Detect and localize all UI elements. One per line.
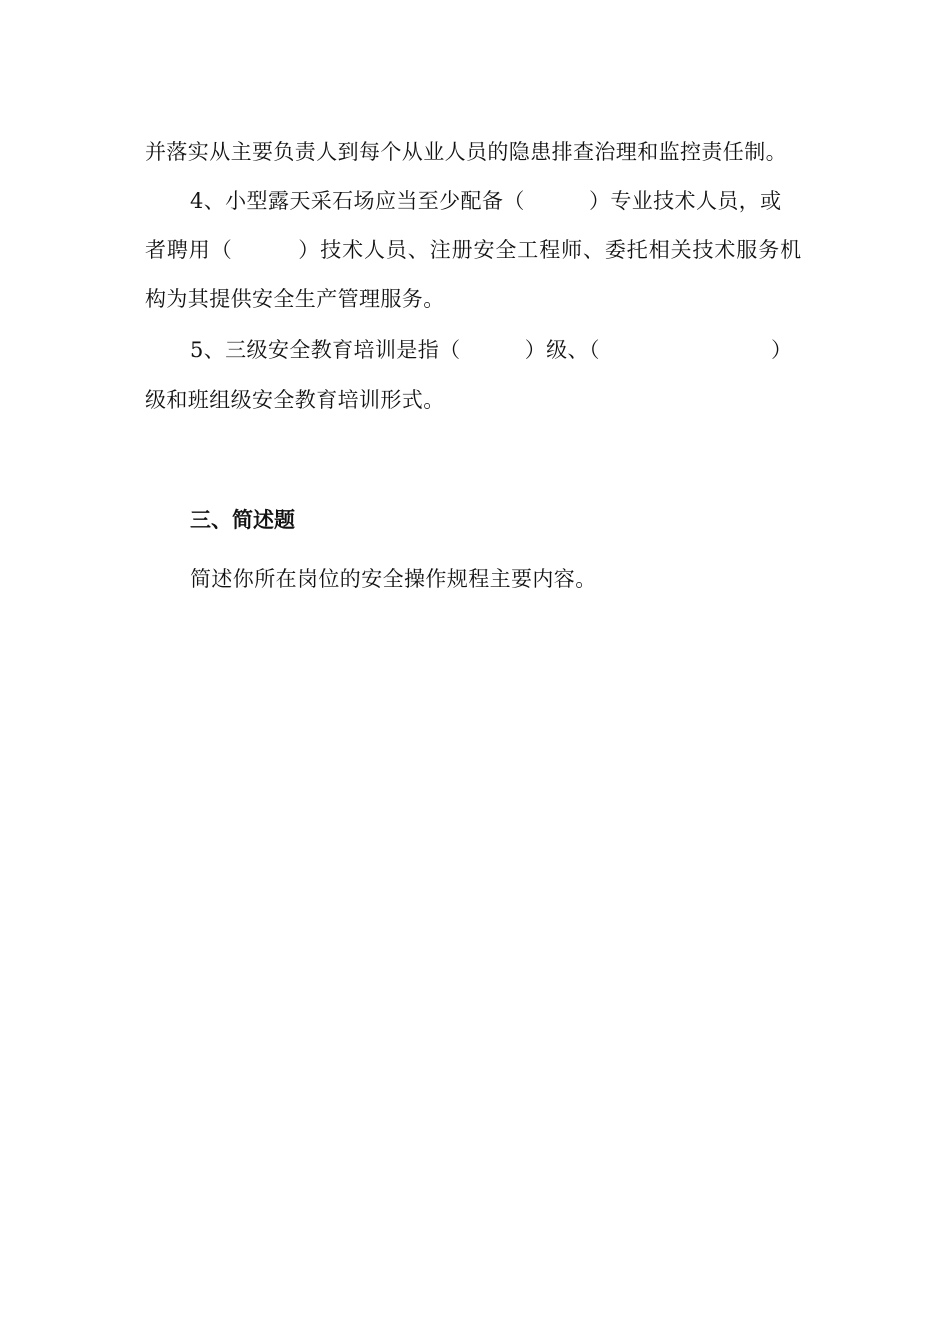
section-heading: 三、简述题 bbox=[190, 508, 295, 532]
question-4-line-3: 构为其提供安全生产管理服务。 bbox=[145, 287, 445, 311]
question-5-line-2: 级和班组级安全教育培训形式。 bbox=[145, 388, 445, 412]
text-line-1: 并落实从主要负责人到每个从业人员的隐患排查治理和监控责任制。 bbox=[145, 140, 787, 164]
short-answer-question: 简述你所在岗位的安全操作规程主要内容。 bbox=[190, 567, 597, 591]
question-4-line-2: 者聘用（ ）技术人员、注册安全工程师、委托相关技术服务机 bbox=[145, 238, 802, 262]
question-4-line-1: 4、小型露天采石场应当至少配备（ ）专业技术人员，或 bbox=[190, 189, 782, 213]
question-5-line-1: 5、三级安全教育培训是指（ ）级、（ ） bbox=[190, 338, 793, 362]
